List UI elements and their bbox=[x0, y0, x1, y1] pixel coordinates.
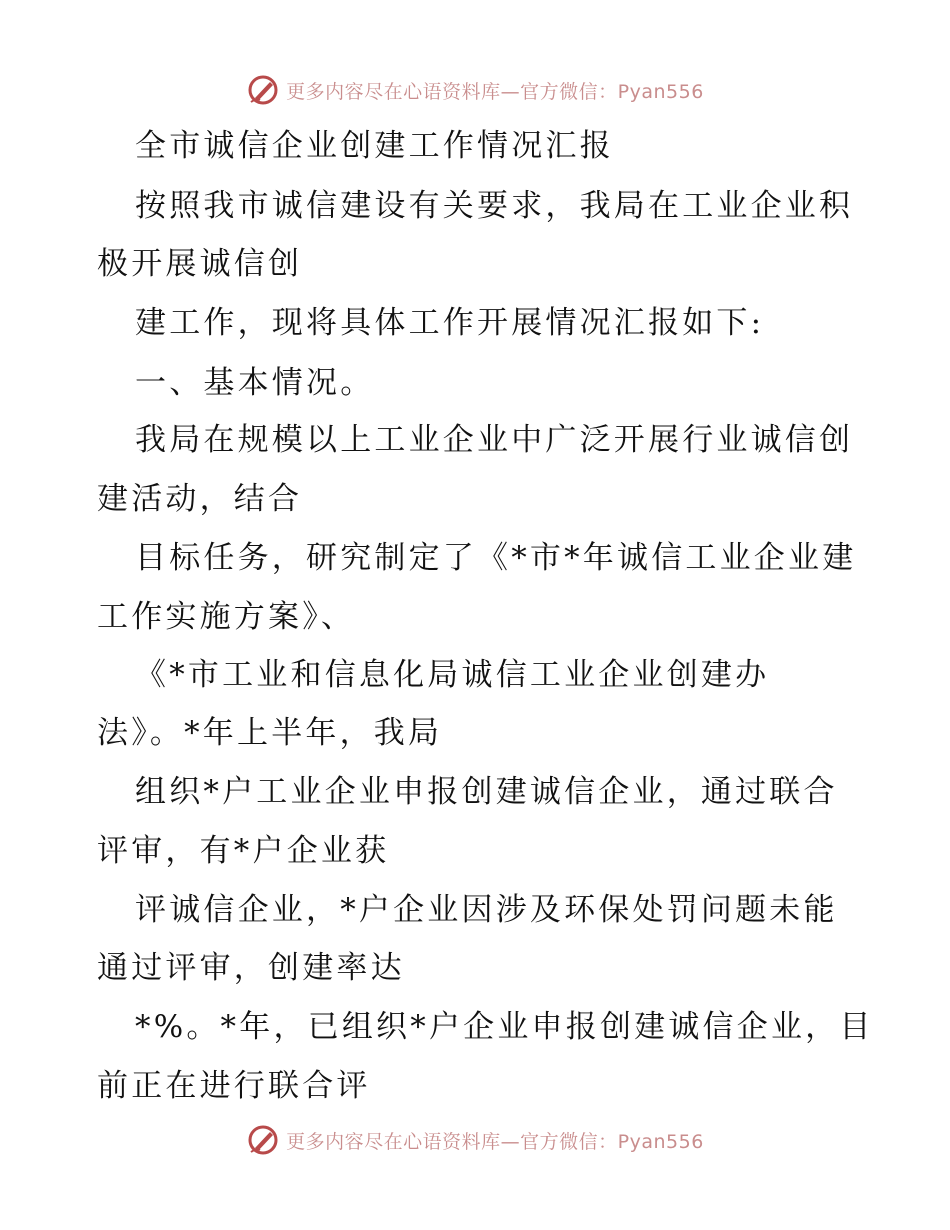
paragraph-line: *%。*年，已组织*户企业申报创建诚信企业，目 bbox=[135, 1009, 874, 1045]
paragraph-line: 《*市工业和信息化局诚信工业企业创建办 bbox=[135, 657, 770, 693]
paragraph-line: 建活动，结合 bbox=[97, 481, 303, 517]
footer-banner bbox=[0, 1120, 950, 1160]
paragraph-line: 通过评审，创建率达 bbox=[97, 950, 405, 986]
paragraph-line: 我局在规模以上工业企业中广泛开展行业诚信创 bbox=[135, 422, 854, 458]
header-banner-text: 更多内容尽在心语资料库—官方微信：Pyan556 bbox=[286, 80, 704, 103]
document-title: 全市诚信企业创建工作情况汇报 bbox=[135, 128, 614, 164]
paragraph-line: 法》。*年上半年，我局 bbox=[97, 715, 443, 751]
paragraph-line: 按照我市诚信建设有关要求，我局在工业企业积 bbox=[135, 188, 854, 224]
paragraph-line: 组织*户工业企业申报创建诚信企业，通过联合 bbox=[135, 774, 838, 810]
paragraph-line: 评审，有*户企业获 bbox=[97, 833, 390, 869]
pen-in-circle-logo-icon bbox=[246, 1123, 280, 1157]
footer-banner-text: 更多内容尽在心语资料库—官方微信：Pyan556 bbox=[286, 1130, 704, 1153]
paragraph-line: 前正在进行联合评 bbox=[97, 1068, 371, 1104]
paragraph-line: 工作实施方案》、 bbox=[97, 599, 356, 635]
paragraph-line: 评诚信企业，*户企业因涉及环保处罚问题未能 bbox=[135, 892, 838, 928]
paragraph-line: 建工作，现将具体工作开展情况汇报如下: bbox=[135, 305, 765, 341]
paragraph-line: 极开展诚信创 bbox=[97, 246, 303, 282]
paragraph-line: 目标任务，研究制定了《*市*年诚信工业企业建 bbox=[135, 540, 857, 576]
section-heading: 一、基本情况。 bbox=[135, 365, 375, 401]
